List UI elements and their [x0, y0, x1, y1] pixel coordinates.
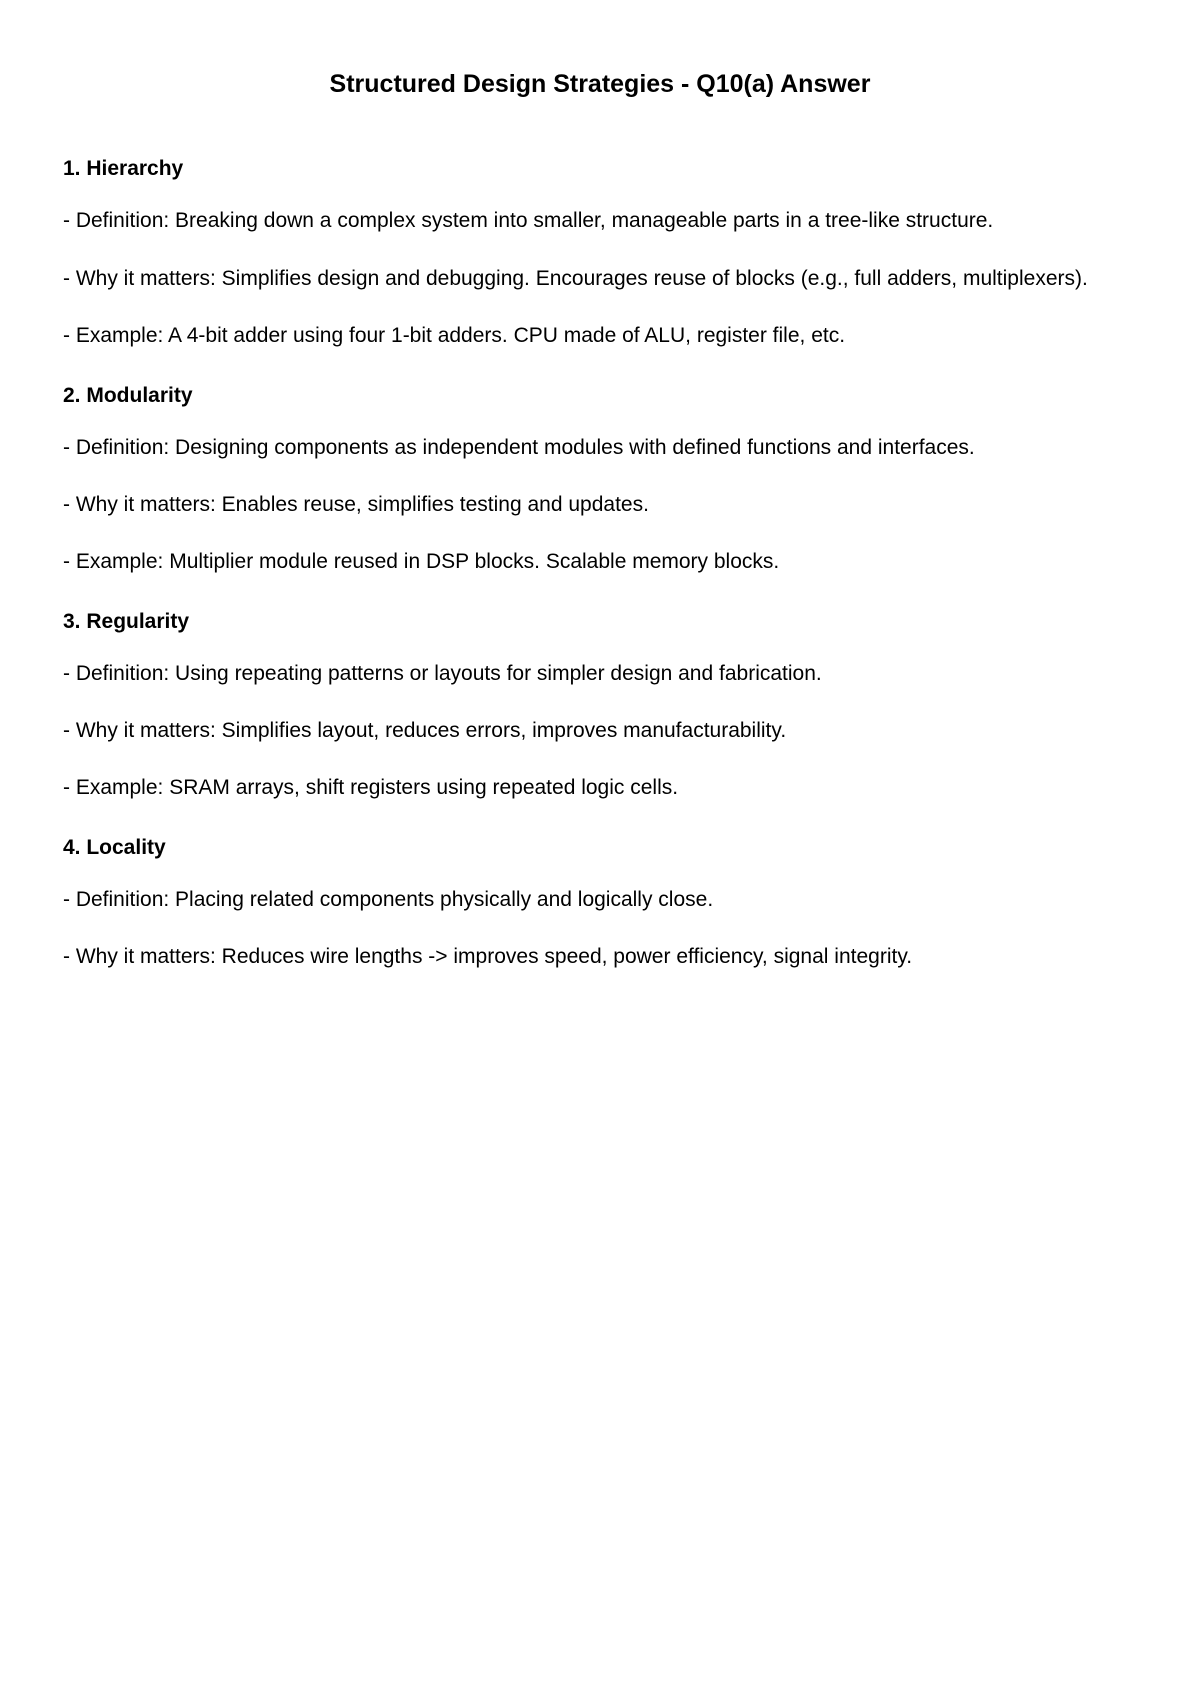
- section-locality: [63, 832, 1145, 973]
- why-it-matters-line: - Why it matters: Reduces wire lengths -> improves speed, power efficiency, signal integrity.: [63, 945, 913, 968]
- section-regularity: [63, 606, 1145, 804]
- example-line: - Example: Multiplier module reused in DSP blocks. Scalable memory blocks.: [63, 550, 780, 573]
- document-title: Structured Design Strategies - Q10(a) Answer: [329, 70, 871, 98]
- example-line: - Example: SRAM arrays, shift registers using repeated logic cells.: [63, 776, 679, 799]
- why-it-matters-line: - Why it matters: Simplifies design and debugging. Encourages reuse of blocks (e.g., full adders, multiplexers).: [63, 267, 1088, 290]
- definition-line: - Definition: Placing related components physically and logically close.: [63, 888, 714, 911]
- section-modularity: [63, 380, 1145, 578]
- definition-line: - Definition: Using repeating patterns or layouts for simpler design and fabrication.: [63, 662, 822, 685]
- why-it-matters-line: - Why it matters: Enables reuse, simplifies testing and updates.: [63, 493, 649, 516]
- section-hierarchy: [63, 153, 1145, 352]
- section-heading: 1. Hierarchy: [63, 157, 184, 180]
- definition-line: - Definition: Breaking down a complex system into smaller, manageable parts in a tree-like structure.: [63, 209, 994, 232]
- section-heading: 3. Regularity: [63, 610, 190, 633]
- section-heading: 2. Modularity: [63, 384, 193, 407]
- why-it-matters-line: - Why it matters: Simplifies layout, reduces errors, improves manufacturability.: [63, 719, 787, 742]
- example-line: - Example: A 4-bit adder using four 1-bit adders. CPU made of ALU, register file, etc.: [63, 324, 846, 347]
- section-heading: 4. Locality: [63, 836, 166, 859]
- document-body: [63, 153, 1145, 1001]
- definition-line: - Definition: Designing components as independent modules with defined functions and interfaces.: [63, 436, 975, 459]
